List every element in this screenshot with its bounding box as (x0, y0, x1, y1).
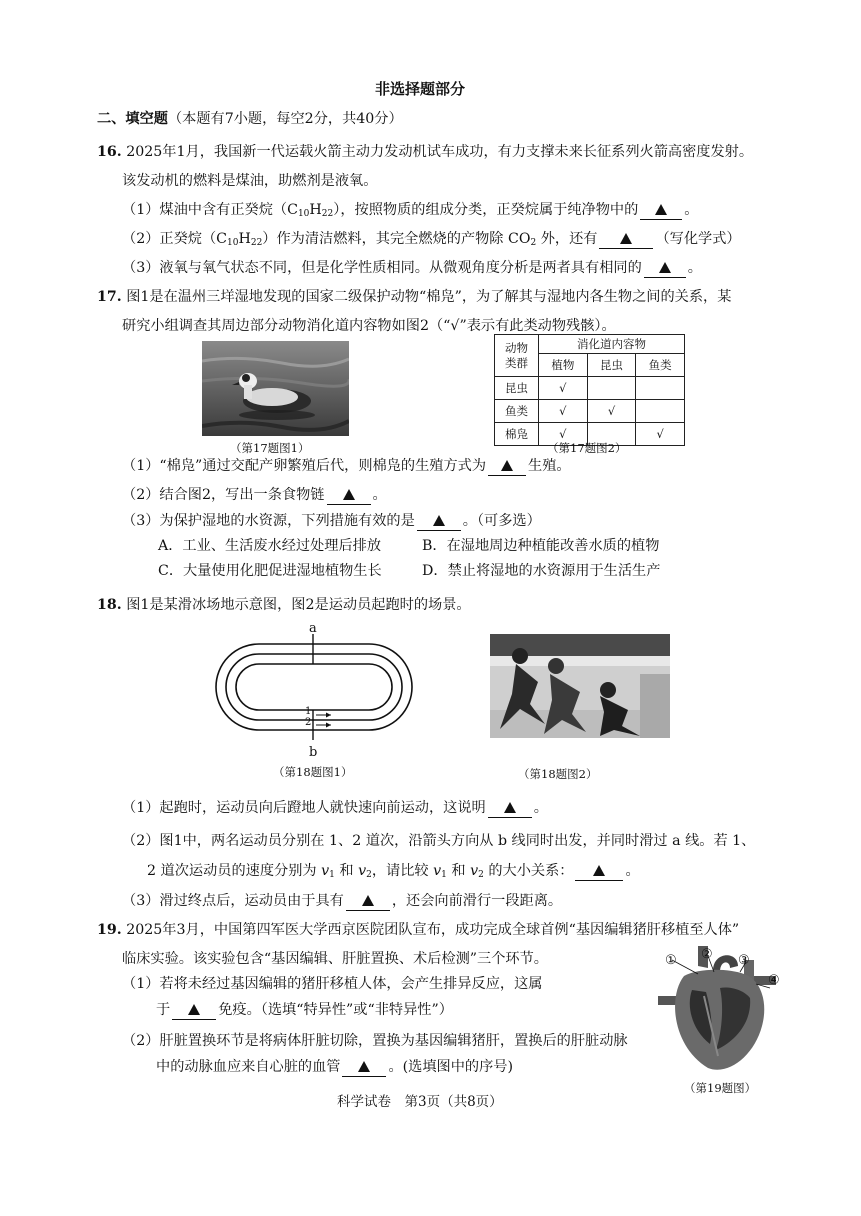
row-label: 鱼类 (495, 400, 539, 423)
var: v (358, 863, 367, 879)
page-title: 非选择题部分 (375, 80, 466, 98)
subscript: 10 (297, 209, 310, 219)
answer-blank[interactable] (575, 862, 623, 881)
digestive-contents-table (494, 334, 685, 446)
rink-diagram (214, 624, 414, 752)
text: 外，还有 (536, 231, 598, 247)
rink-label-b: b (309, 745, 318, 760)
subscript: 22 (321, 209, 334, 219)
q17-option-c[interactable]: C．大量使用化肥促进湿地植物生长 (158, 563, 382, 579)
q19-fig-caption: （第19题图） (684, 1081, 757, 1095)
text: （写化学式） (655, 231, 741, 247)
text: 。 (625, 863, 640, 879)
answer-blank[interactable] (172, 1001, 216, 1020)
q18-part1 (122, 799, 548, 818)
column-header: 昆虫 (587, 354, 636, 377)
table-corner (495, 335, 539, 377)
triangle-icon (504, 802, 516, 813)
text: （3）滑过终点后，运动员由于具有 (122, 893, 344, 909)
lane-1-label: 1 (305, 706, 312, 717)
triangle-icon (659, 262, 671, 273)
text: （2）结合图2，写出一条食物链 (122, 487, 325, 503)
var: v (470, 863, 479, 879)
subscript: 1 (441, 870, 447, 880)
row-label: 棉凫 (495, 423, 539, 446)
section-label: 二、填空题 (97, 111, 168, 127)
q19-intro1: 2025年3月，中国第四军医大学西京医院团队宣布，成功完成全球首例“基因编辑猪肝移植至人体” (126, 922, 740, 938)
question-number: 17. (97, 289, 122, 305)
triangle-icon (620, 233, 632, 244)
text: （1）“棉凫”通过交配产卵繁殖后代，则棉凫的生殖方式为 (122, 458, 487, 474)
subscript: 10 (227, 238, 239, 248)
q16-part2 (122, 230, 741, 249)
text: H (309, 202, 322, 218)
triangle-icon (501, 460, 513, 471)
q19-intro-line1 (97, 921, 739, 939)
var: v (321, 863, 330, 879)
triangle-icon (655, 204, 667, 215)
q16-intro1: 2025年1月，我国新一代运载火箭主动力发动机试车成功，有力支撑未来长征系列火箭高密度发射。 (126, 144, 754, 160)
text: （3）为保护湿地的水资源，下列措施有效的是 (122, 513, 415, 529)
skaters-photo (490, 634, 670, 738)
text: （2）正癸烷（C (122, 231, 228, 247)
answer-blank[interactable] (599, 230, 653, 249)
answer-blank[interactable] (346, 892, 390, 911)
text: （1）起跑时，运动员向后蹬地人就快速向前运动，这说明 (122, 800, 486, 816)
q17-fig2-caption: （第17题图2） (547, 441, 627, 455)
duck-illustration (202, 341, 349, 436)
q16-intro-line1 (97, 143, 753, 161)
triangle-icon (343, 489, 355, 500)
q17-part3 (122, 512, 541, 531)
rink-inner-track (236, 664, 392, 710)
table-cell (587, 377, 636, 400)
question-number: 18. (97, 597, 122, 613)
answer-blank[interactable] (640, 201, 682, 220)
text: 。 (533, 800, 548, 816)
text: ，请比较 (371, 863, 434, 879)
text: 。 (372, 487, 387, 503)
text: ）作为清洁燃料，其完全燃烧的产物除 CO (262, 231, 531, 247)
page-footer: 科学试卷 第3页（共8页） (337, 1094, 503, 1110)
question-number: 16. (97, 144, 122, 160)
q17-intro1: 图1是在温州三垟湿地发现的国家二级保护动物“棉凫”，为了解其与湿地内各生物之间的关系，某 (126, 289, 732, 305)
table-row (495, 377, 685, 400)
duck-photo (202, 341, 349, 436)
subscript: 2 (478, 870, 484, 880)
section-header (97, 110, 403, 128)
q17-option-a[interactable]: A．工业、生活废水经过处理后排放 (158, 538, 382, 554)
q19-part2-line2 (156, 1058, 513, 1077)
text: （3）液氧与氧气状态不同，但是化学性质相同。从微观角度分析是两者具有相同的 (122, 260, 642, 276)
answer-blank[interactable] (417, 512, 461, 531)
question-number: 19. (97, 922, 122, 938)
text: H (238, 231, 251, 247)
heart-label-2: ② (701, 947, 713, 962)
section-note: （本题有7小题，每空2分，共40分） (167, 111, 403, 127)
text: 免疫。（选填“特异性”或“非特异性”） (218, 1002, 453, 1018)
table-cell: √ (587, 400, 636, 423)
text: 。 (684, 202, 699, 218)
text: 。 (687, 260, 702, 276)
text: ，还会向前滑行一段距离。 (391, 893, 563, 909)
q19-part2-line1: （2）肝脏置换环节是将病体肝脏切除，置换为基因编辑猪肝，置换后的肝脏动脉 (122, 1033, 628, 1049)
q17-part1 (122, 457, 571, 476)
q19-intro-line2: 临床实验。该实验包含“基因编辑、肝脏置换、术后检测”三个环节。 (122, 951, 548, 967)
table-cell: √ (539, 377, 588, 400)
text: 中的动脉血应来自心脏的血管 (156, 1059, 341, 1075)
q19-part1-line2 (156, 1001, 453, 1020)
q16-intro-line2: 该发动机的燃料是煤油，助燃剂是液氧。 (122, 173, 378, 189)
triangle-icon (433, 515, 445, 526)
heart-label-3: ③ (738, 953, 750, 968)
q17-intro-line1 (97, 288, 731, 306)
text: 2 道次运动员的速度分别为 (147, 863, 322, 879)
subscript: 2 (366, 870, 372, 880)
q19-part1-line1: （1）若将未经过基因编辑的猪肝移植人体，会产生排异反应，这属 (122, 976, 543, 992)
text: （1）煤油中含有正癸烷（C (122, 202, 298, 218)
lane-2-label: 2 (305, 717, 312, 728)
table-cell (636, 377, 685, 400)
heart-label-4: ④ (768, 973, 780, 988)
q17-part2 (122, 486, 387, 505)
q16-part1 (122, 201, 698, 220)
answer-blank[interactable] (342, 1058, 386, 1077)
table-cell (636, 400, 685, 423)
text: 生殖。 (528, 458, 571, 474)
subscript: 22 (250, 238, 263, 248)
triangle-icon (188, 1004, 200, 1015)
q17-option-b[interactable]: B．在湿地周边种植能改善水质的植物 (422, 538, 660, 554)
column-header: 鱼类 (636, 354, 685, 377)
heart-label-1: ① (665, 953, 677, 968)
text: 于 (156, 1002, 171, 1018)
table-group-header: 消化道内容物 (539, 335, 685, 354)
text: 和 (446, 863, 471, 879)
q17-option-d[interactable]: D．禁止将湿地的水资源用于生活生产 (422, 563, 661, 579)
answer-blank[interactable] (488, 457, 526, 476)
q18-part2-line2 (147, 862, 640, 881)
subscript: 2 (530, 238, 537, 248)
q18-part2-line1: （2）图1中，两名运动员分别在 1、2 道次，沿箭头方向从 b 线同时出发，并同时滑过 a 线。若 1、 (122, 833, 756, 849)
q18-fig1-caption: （第18题图1） (273, 765, 353, 779)
table-cell: √ (636, 423, 685, 446)
answer-blank[interactable] (327, 486, 371, 505)
text: 。(选填图中的序号) (388, 1059, 514, 1075)
text: 。（可多选） (462, 513, 541, 529)
table-cell: √ (539, 400, 588, 423)
table-cell: √ (539, 423, 588, 446)
subscript: 1 (329, 870, 335, 880)
triangle-icon (358, 1061, 370, 1072)
q18-intro-text: 图1是某滑冰场地示意图，图2是运动员起跑时的场景。 (126, 597, 471, 613)
text: ），按照物质的组成分类，正癸烷属于纯净物中的 (333, 202, 639, 218)
column-header: 植物 (539, 354, 588, 377)
text: 的大小关系： (483, 863, 574, 879)
q16-part3 (122, 259, 702, 278)
answer-blank[interactable] (488, 799, 532, 818)
triangle-icon (593, 865, 605, 876)
table-row (495, 400, 685, 423)
answer-blank[interactable] (644, 259, 686, 278)
q18-fig2-caption: （第18题图2） (518, 767, 598, 781)
skaters-illustration (490, 634, 670, 738)
q17-fig1-caption: （第17题图1） (230, 441, 310, 455)
q18-intro (97, 596, 471, 614)
q18-part3 (122, 892, 562, 911)
text: 和 (334, 863, 359, 879)
triangle-icon (362, 895, 374, 906)
rink-label-a: a (309, 621, 317, 636)
corner-line2: 类群 (505, 355, 528, 370)
q17-intro-line2: 研究小组调查其周边部分动物消化道内容物如图2（“√”表示有此类动物残骸）。 (122, 318, 616, 334)
row-label: 昆虫 (495, 377, 539, 400)
var: v (433, 863, 442, 879)
corner-line1: 动物 (505, 340, 528, 355)
